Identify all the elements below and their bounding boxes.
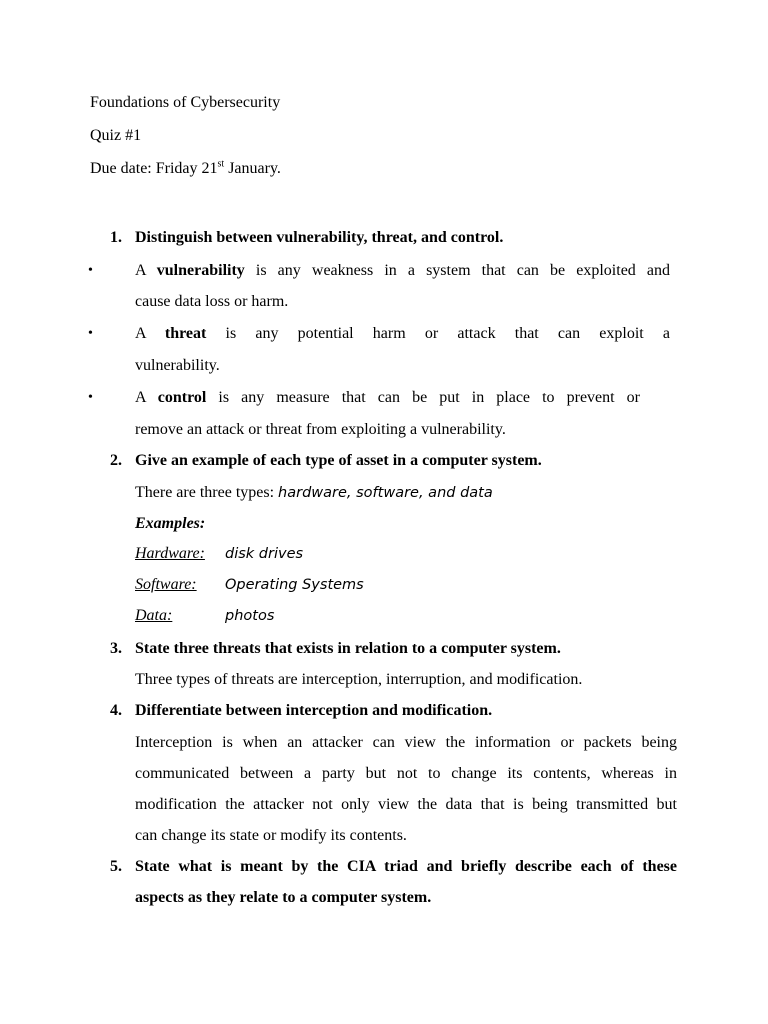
example-value-hardware: disk drives <box>225 546 304 562</box>
vulnerability-term: vulnerability <box>156 262 245 279</box>
question-3-number: 3. <box>110 640 122 657</box>
control-term: control <box>157 389 207 406</box>
question-1: Distinguish between vulnerability, threat, and control. <box>135 229 504 246</box>
answer-4-line-1: Interception is when an attacker can view the information or packets being <box>135 734 677 751</box>
question-4-number: 4. <box>110 702 122 719</box>
control-line-1: A control is any measure that can be put in place to prevent or <box>135 389 641 406</box>
example-value-data: photos <box>225 608 275 624</box>
question-5-number: 5. <box>110 858 122 875</box>
bullet-threat: • <box>88 326 93 341</box>
due-date <box>90 160 281 178</box>
answer-4-line-4: can change its state or modify its contents. <box>135 827 407 844</box>
course-title: Foundations of Cybersecurity <box>90 94 281 111</box>
control-line-2: remove an attack or threat from exploiting a vulnerability. <box>135 421 506 438</box>
question-4: Differentiate between interception and modification. <box>135 702 493 719</box>
threat-line-1: A threat is any potential harm or attack that can exploit a <box>135 325 671 342</box>
due-date-prefix: Due date: Friday 21 <box>90 160 218 177</box>
example-label-software: Software: <box>135 576 197 593</box>
threat-line-2: vulnerability. <box>135 357 220 374</box>
question-2-number: 2. <box>110 452 122 469</box>
asset-types-list: hardware, software, and data <box>278 485 493 501</box>
example-label-data: Data: <box>135 607 173 624</box>
question-2: Give an example of each type of asset in a computer system. <box>135 452 542 469</box>
question-3: State three threats that exists in relation to a computer system. <box>135 640 561 657</box>
quiz-title: Quiz #1 <box>90 127 142 144</box>
answer-4-line-2: communicated between a party but not to change its contents, whereas in <box>135 765 677 782</box>
question-5-line-2: aspects as they relate to a computer system. <box>135 889 432 906</box>
example-value-software: Operating Systems <box>225 577 364 593</box>
answer-4-line-3: modification the attacker not only view the data that is being transmitted but <box>135 796 677 813</box>
vulnerability-line-2: cause data loss or harm. <box>135 293 289 310</box>
example-label-hardware: Hardware: <box>135 545 205 562</box>
threat-term: threat <box>164 325 207 342</box>
answer-3: Three types of threats are interception, interruption, and modification. <box>135 671 583 688</box>
due-date-ordinal: st <box>217 158 225 170</box>
vulnerability-line-1: A vulnerability is any weakness in a system that can be exploited and <box>135 262 671 279</box>
examples-label: Examples: <box>135 515 206 532</box>
bullet-control: • <box>88 390 93 405</box>
question-1-number: 1. <box>110 229 122 246</box>
due-date-suffix: January. <box>224 160 281 177</box>
question-5-line-1: State what is meant by the CIA triad and briefly describe each of these <box>135 858 677 875</box>
asset-types: There are three types: hardware, software, and data <box>135 484 493 501</box>
bullet-vulnerability: • <box>88 263 93 278</box>
